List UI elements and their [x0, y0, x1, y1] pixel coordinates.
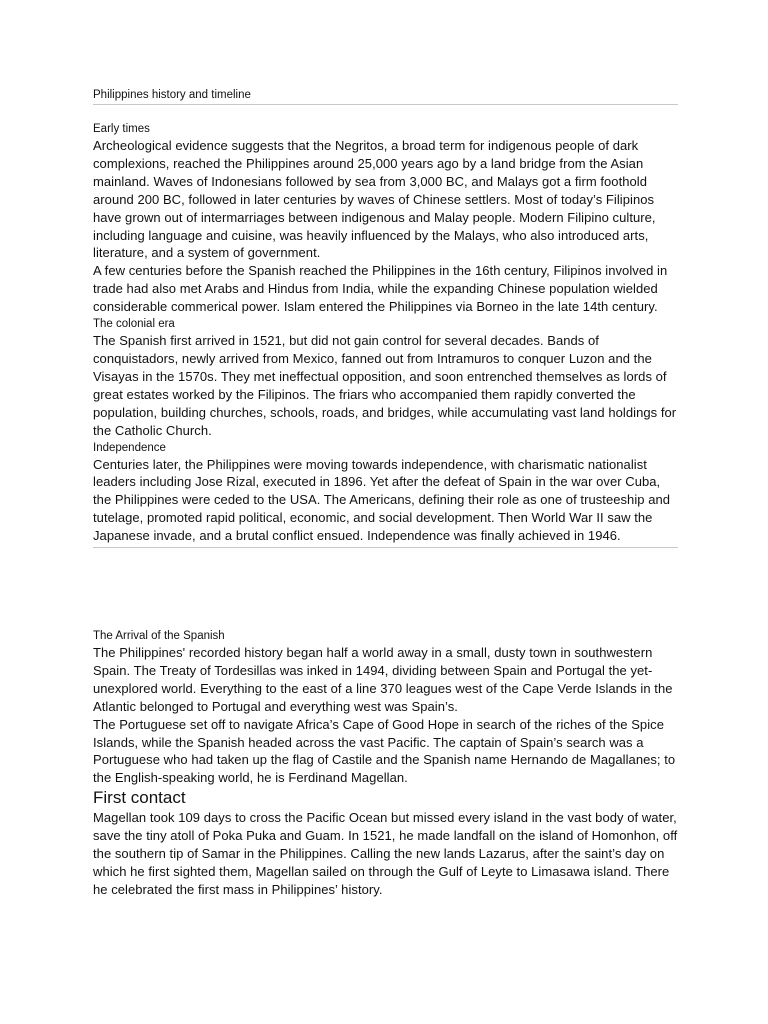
heading-first-contact: First contact [93, 788, 186, 808]
paragraph-arrival-spanish-2: The Portuguese set off to navigate Africa’s Cape of Good Hope in search of the riches of the Spice Islands, while the Spanish headed across the vast Pacific. The captain of Spain’s search was a Portuguese who had taken up the flag of Castile and the Spanish name Hernando de Magallanes; to the English-speaking world, he is Ferdinand Magellan. [93, 716, 676, 786]
heading-early-times: Early times [93, 123, 150, 135]
spanish-section [93, 628, 678, 899]
title-divider [93, 104, 678, 105]
title-block [93, 87, 678, 105]
history-section [93, 121, 678, 548]
paragraph-arrival-spanish-1: The Philippines' recorded history began half a world away in a small, dusty town in southwestern Spain. The Treaty of Tordesillas was inked in 1494, dividing between Spain and Portugal the yet-unexplored world. Everything to the east of a line 370 leagues west of the Cape Verde Islands in the Atlantic belonged to Portugal and everything west was Spain’s. [93, 645, 673, 714]
paragraph-early-times-2: A few centuries before the Spanish reached the Philippines in the 16th century, Filipinos involved in trade had also met Arabs and Hindus from India, while the expanding Chinese population wielded considerable commerical power. Islam entered the Philippines via Borneo in the late 14th century. [93, 263, 668, 315]
paragraph-first-contact: Magellan took 109 days to cross the Pacific Ocean but missed every island in the vast body of water, save the tiny atoll of Poka Puka and Guam. In 1521, he made landfall on the island of Homonhon, off the southern tip of Samar in the Philippines. Calling the new lands Lazarus, after the saint’s day on which he first sighted them, Magellan sailed on through the Gulf of Leyte to Limasawa island. There he celebrated the first mass in Philippines’ history. [93, 810, 678, 897]
section-divider [93, 547, 678, 548]
document-title: Philippines history and timeline [93, 89, 251, 101]
heading-colonial-era: The colonial era [93, 318, 175, 331]
paragraph-early-times-1: Archeological evidence suggests that the Negritos, a broad term for indigenous people of dark complexions, reached the Philippines around 25,000 years ago by a land bridge from the Asian mainland. Waves of Indonesians followed by sea from 3,000 BC, and Malays got a firm foothold around 200 BC, followed in later centuries by waves of Chinese settlers. Most of today’s Filipinos have grown out of intermarriages between indigenous and Malay people. Modern Filipino culture, including language and cuisine, was heavily influenced by the Malays, who also introduced arts, literature, and a system of government. [93, 138, 656, 261]
paragraph-colonial-era: The Spanish first arrived in 1521, but did not gain control for several decades. Bands of conquistadors, newly arrived from Mexico, fanned out from Intramuros to conquer Luzon and the Visayas in the 1570s. They met ineffectual opposition, and soon entrenched themselves as lords of great estates worked by the Filipinos. The friars who accompanied them rapidly converted the population, building churches, schools, roads, and bridges, while accumulating vast land holdings for the Catholic Church. [93, 333, 677, 438]
heading-independence: Independence [93, 441, 166, 454]
paragraph-independence: Centuries later, the Philippines were moving towards independence, with charismatic nationalist leaders including Jose Rizal, executed in 1896. Yet after the defeat of Spain in the war over Cuba, the Philippines were ceded to the USA. The Americans, defining their role as one of trusteeship and tutelage, promoted rapid political, economic, and social development. Then World War II saw the Japanese invade, and a brutal conflict ensued. Independence was finally achieved in 1946. [93, 456, 671, 544]
heading-arrival-spanish: The Arrival of the Spanish [93, 630, 225, 642]
